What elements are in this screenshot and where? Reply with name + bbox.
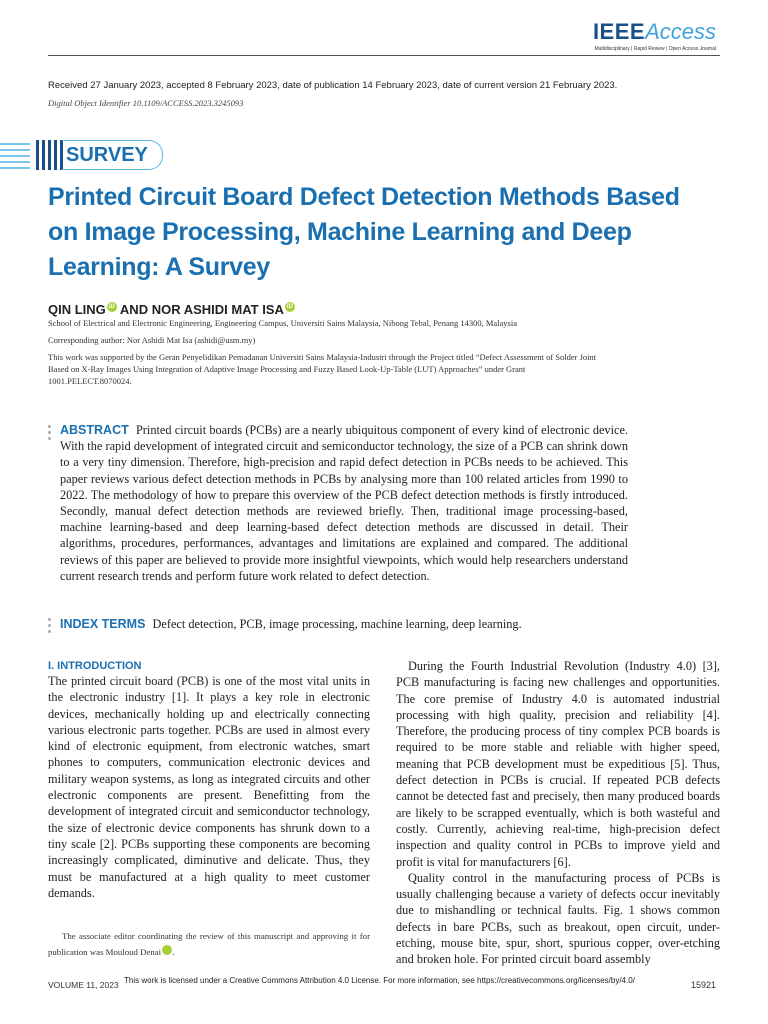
index-dots-icon [48,618,51,636]
author-2: AND NOR ASHIDI MAT ISA [119,302,284,317]
paper-title: Printed Circuit Board Defect Detection Methods Based on Image Processing, Machine Learning and Deep Learning: A Survey [48,183,680,281]
abstract [60,422,628,584]
section-heading-introduction: I. INTRODUCTION [48,660,142,672]
author-line [48,302,295,317]
affiliation: School of Electrical and Electronic Engineering, Engineering Campus, Universiti Sains Malaysia, Nibong Tebal, Penang 14300, Malaysia [48,318,517,328]
funding-note: This work was supported by the Geran Penyelidikan Pemadanan Universiti Sains Malaysia-Industri through the Project titled “Defect Assessment of Solder Joint Based on X-Ray Images Using Integration of Adaptive Image Processing and Fuzzy Based Look-Up-Table (LUT) Approaches” under Grant 1001.PELECT.8070024. [48,352,597,386]
brand-main: IEEE [592,19,646,44]
intro-paragraph-1: The printed circuit board (PCB) is one of the most vital units in the electronic industry [1]. It plays a key role in electronic devices, mechanically holding up and electrically connecting various electronic parts together. PCBs are used in almost every kind of electronic equipment, from electronic watches, smart phones to computers, communication electronic devices and military weapon systems, as long as integrated circuits and other electronic components are present. Benefitting from the development of integrated circuit and semiconductor technology, the size of electronic device components has shrunk down to a tiny scale [2]. PCBs supporting these components are becoming increasingly complicated, diminutive and delicate. Thus, they must be manufactured at a high quality to meet customer demands. [48,674,370,900]
intro-paragraph-2: During the Fourth Industrial Revolution (Industry 4.0) [3], PCB manufacturing is facing new challenges and opportunities. The core premise of Industry 4.0 is automated industrial processing with high quality, precision and reliability [4]. Therefore, the producing process of tiny complex PCB boards is required to be more stable and reliable with higher speed, meaning that PCB development must be expeditious [5]. Thus, defect detection in PCBs is crucial. If repeated PCB defects cannot be detected fast and precisely, then many produced boards are likely to be scrapped eventually, which is both wasteful and costly. Currently, achieving real-time, high-precision defect inspection and quality control in PCBs to improve yield and profit is vital for manufacturers [6]. [396,659,720,869]
header-rule [48,55,720,56]
badge-stripes-icon [0,140,66,170]
index-terms-label: INDEX TERMS [60,617,146,631]
journal-tagline: Multidisciplinary | Rapid Review | Open Access Journal [594,46,716,52]
journal-logo [593,20,716,52]
license-notice: This work is licensed under a Creative Commons Attribution 4.0 License. For more information, see https://creativecommons.org/licenses/by/4.0/ [124,976,635,985]
survey-label: SURVEY [66,143,148,166]
abstract-text: Printed circuit boards (PCBs) are a nearly ubiquitous component of every kind of electronic device. With the rapid development of integrated circuit and semiconductor technology, the size of a PCB can shrink down to a very tiny dimension. Therefore, high-precision and rapid defect detection in PCBs needs to be achieved. This paper reviews various defect detection methods in PCBs by analysing more than 100 related articles from 1990 to 2022. The methodology of how to prepare this overview of the PCB defect detection methods is firstly introduced. Secondly, manual defect detection methods are reviewed briefly. Then, traditional image processing-based, machine learning-based and deep learning-based defect detection methods are discussed in detail. Their algorithms, procedures, performances, advantages and limitations are explained and compared. The additional reviews of this paper are believed to provide more insightful viewpoints, which would help researchers understand current research trends and perform future work related to defect detection. [60,423,628,583]
abstract-dots-icon [48,425,51,443]
body-column-left [48,673,370,901]
abstract-label: ABSTRACT [60,423,129,437]
orcid-icon[interactable]: iD [162,945,172,955]
intro-paragraph-3: Quality control in the manufacturing process of PCBs is usually challenging because a variety of defects occur inevitably due to mishandling or technical faults. Fig. 1 shows common defects in bare PCBs, such as breakout, open circuit, under-etching, mouse bite, spur, short, spurious copper, over-etching and broken hole. For printed circuit board assembly [396,870,720,967]
editor-footnote: The associate editor coordinating the review of this manuscript and approving it for publication was Mouloud Denai iD. [48,931,370,957]
survey-badge [62,140,163,170]
footnote-text: The associate editor coordinating the review of this manuscript and approving it for publication was Mouloud Denai [48,931,370,957]
received-dates: Received 27 January 2023, accepted 8 February 2023, date of publication 14 February 2023, date of current version 21 February 2023. [48,80,618,91]
corresponding-author: Corresponding author: Nor Ashidi Mat Isa (ashidi@usm.my) [48,335,256,345]
doi: Digital Object Identifier 10.1109/ACCESS.2023.3245093 [48,98,244,108]
orcid-icon[interactable]: iD [108,304,115,310]
volume-label: VOLUME 11, 2023 [48,980,119,990]
page-number: 15921 [690,980,716,990]
body-column-right [396,658,720,968]
orcid-icon[interactable]: iD [286,304,293,310]
index-terms-text: Defect detection, PCB, image processing, machine learning, deep learning. [152,617,522,631]
brand-accent: Access [645,19,716,44]
author-1: QIN LING [48,302,106,317]
index-terms [60,617,522,632]
